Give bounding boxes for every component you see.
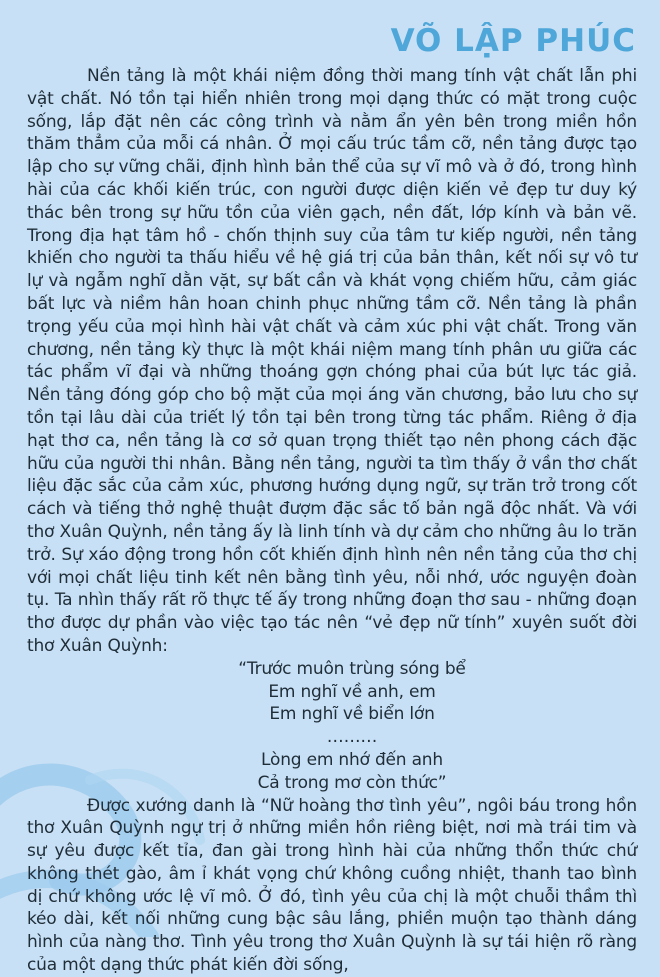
poem-ellipsis: ……… — [326, 727, 378, 748]
paragraph-intro: Nền tảng là một khái niệm đồng thời mang tính vật chất lẫn phi vật chất. Nó tồn tại hiển nhiên trong mọi dạng thức có mặt trong cuộc sống, lắp đặt nên các công trình và nằm ẩn yên bên trong miền hồn thăm thẳm của mỗi cá nhân. Ở mọi cấu trúc tầm cỡ, nền tảng được tạo lập cho sự vững chãi, định hình bản thể của sự vĩ mô và ở đó, trong hình hài của các khối kiến trúc, con người được diện kiến vẻ đẹp tư duy ký thác bên trong sự hữu tồn của viên gạch, nền đất, lớp kính và bản vẽ. Trong địa hạt tâm hồ - chốn thịnh suy của tâm tư kiếp người, nền tảng khiến cho người ta thấu hiểu về hệ giá trị của bản thân, kết nối sự vô tư lự và ngẫm nghĩ dằn vặt, sự bất cần và khát vọng chiếm hữu, cảm giác bất lực và niềm hân hoan chinh phục những tầm cỡ. Nền tảng là phần trọng yếu của mọi hình hài vật chất và cảm xúc phi vật chất. Trong văn chương, nền tảng kỳ thực là một khái niệm mang tính phân ưu giữa các tác phẩm vĩ đại và những thoáng gợn chóng phai của bút lực tác giả. Nền tảng đóng góp cho bộ mặt của mọi áng văn chương, bảo lưu cho sự tồn tại lâu dài của triết lý tồn tại bên trong từng tác phẩm. Riêng ở địa hạt thơ ca, nền tảng là cơ sở quan trọng thiết tạo nên phong cách đặc hữu của người thi nhân. Bằng nền tảng, người ta tìm thấy ở vần thơ chất liệu đặc sắc của cảm xúc, phương hướng dụng ngữ, sự trăn trở trong cốt cách và tiếng thở nghệ thuật đượm đặc sắc tố bản ngã độc nhất. Và với thơ Xuân Quỳnh, nền tảng ấy là linh tính và dự cảm cho những âu lo trăn trở. Sự xáo động trong hồn cốt khiến định hình nên nền tảng của thơ chị với mọi chất liệu tinh kết nên bằng tình yêu, nỗi nhớ, ước nguyện đoàn tụ. Ta nhìn thấy rất rõ thực tế ấy trong những đoạn thơ sau - những đoạn thơ được dự phần vào việc tạo tác nên “vẻ đẹp nữ tính” xuyên suốt đời thơ Xuân Quỳnh: — [27, 66, 637, 656]
paragraph-continuation: Được xướng danh là “Nữ hoàng thơ tình yêu”, ngôi báu trong hồn thơ Xuân Quỳnh ngự trị ở những miền hồn riêng biệt, nơi mà trái tim và sự yêu được kết tỉa, đan gài trong hình hài của những thổn thức chứ không thét gào, âm ỉ khát vọng chứ không cuồng nhiệt, thanh tao bình dị chứ không ước lệ vĩ mô. Ở đó, tình yêu của chị là một chuỗi thầm thì kéo dài, kết nối những cung bậc sâu lắng, phiền muộn tạo thành dáng hình của nàng thơ. Tình yêu trong thơ Xuân Quỳnh là sự tái hiện rõ ràng của một dạng thức phát kiến đời sống, — [27, 795, 637, 976]
poem-line-2: Em nghĩ về anh, em — [268, 681, 436, 702]
essay-body — [27, 65, 637, 977]
poem-line-5: Cả trong mơ còn thức” — [257, 772, 447, 793]
poem-line-4: Lòng em nhớ đến anh — [261, 749, 443, 770]
author-name: VÕ LẬP PHÚC — [390, 23, 636, 59]
poem-line-1: “Trước muôn trùng sóng bể — [238, 658, 466, 679]
poem-line-3: Em nghĩ về biển lớn — [269, 704, 435, 725]
poem-quote — [27, 658, 637, 795]
